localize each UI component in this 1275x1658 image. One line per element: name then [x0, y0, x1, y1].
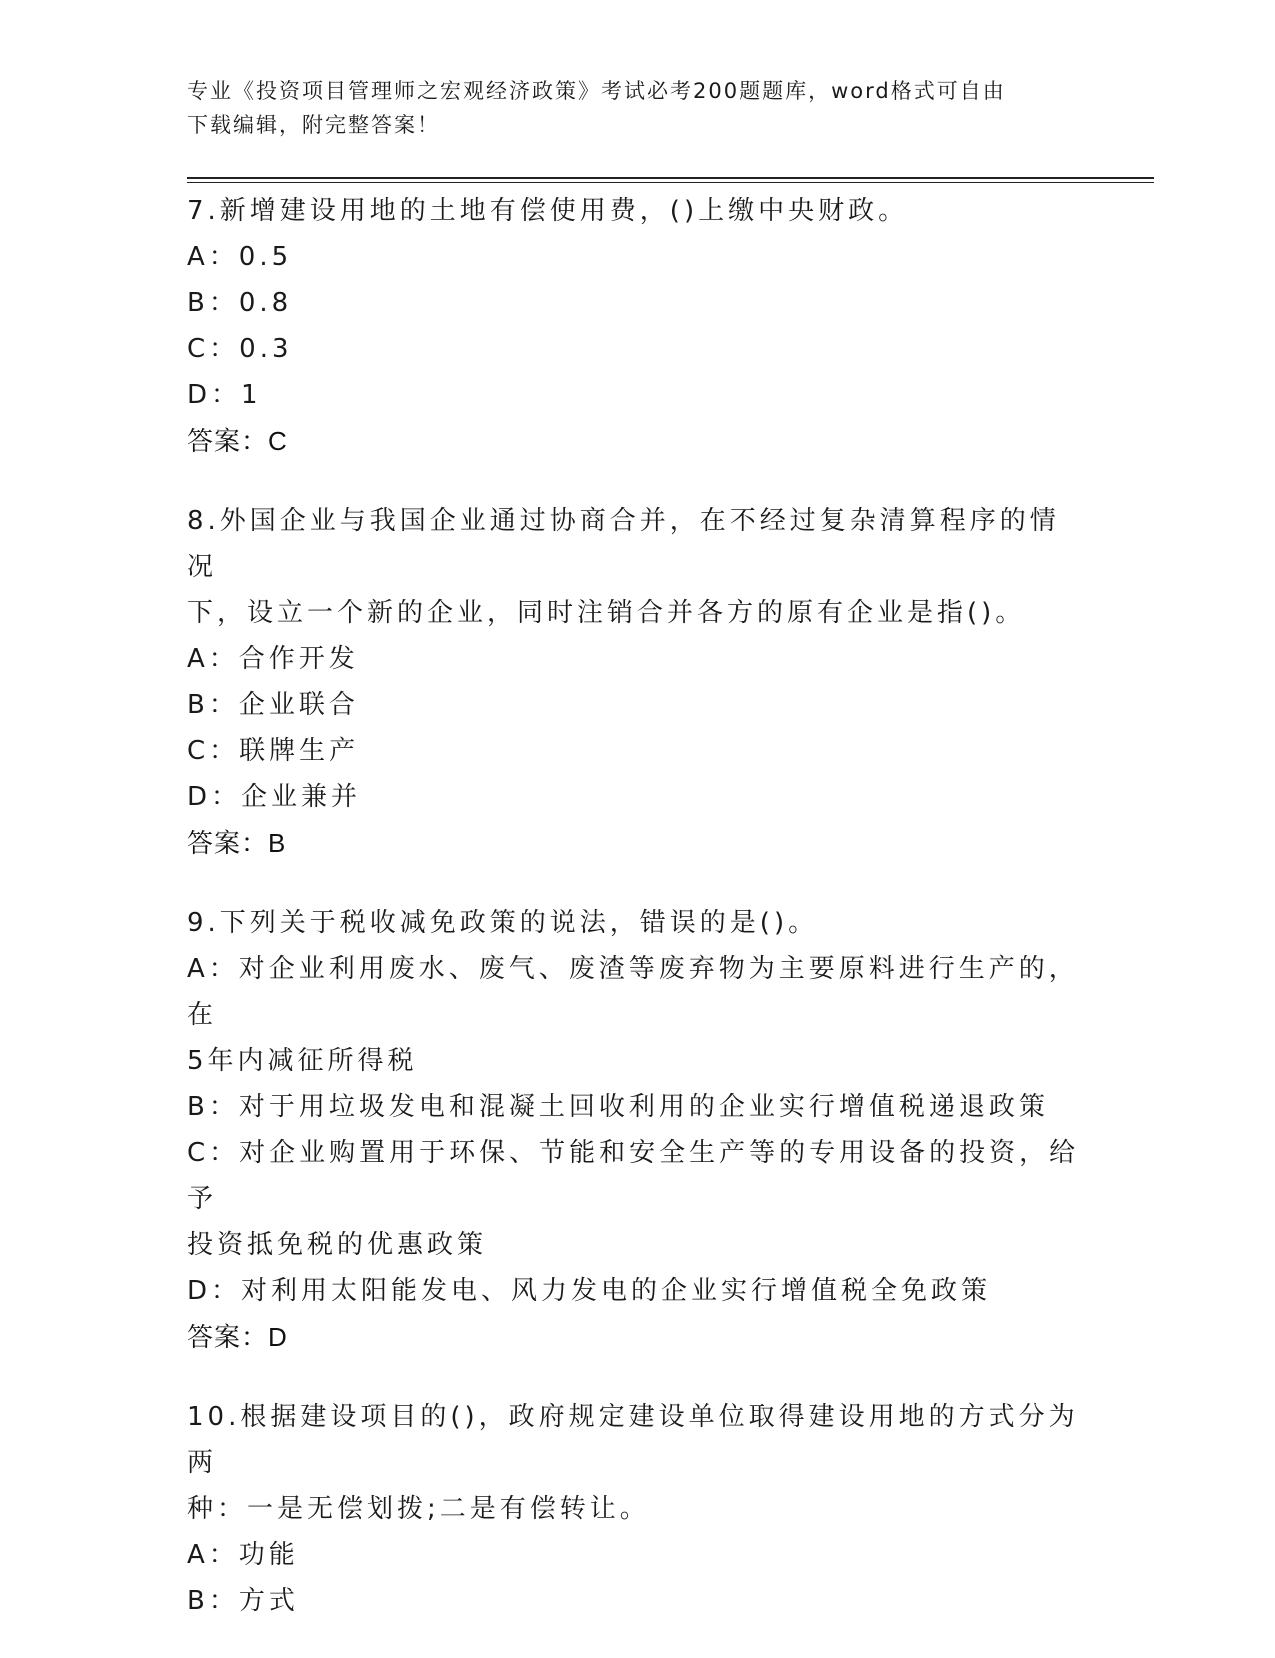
answer-option — [187, 1084, 1087, 1130]
answer-option-line: A：合作开发 — [187, 644, 359, 674]
correct-answer: 答案：B — [187, 828, 287, 858]
correct-answer: 答案：C — [187, 426, 288, 456]
answer-option-line: A：对企业利用废水、废气、废渣等废弃物为主要原料进行生产的，在 — [187, 954, 1079, 1030]
answer-option-line: D：1 — [187, 380, 262, 410]
answer-option — [187, 636, 1087, 682]
answer-option — [187, 1130, 1087, 1268]
answer-option — [187, 1578, 1087, 1624]
header-title-line-1: 专业《投资项目管理师之宏观经济政策》考试必考200题题库，word格式可自由 — [187, 79, 1006, 103]
answer-option-line: A：0.5 — [187, 242, 293, 272]
answer-option — [187, 682, 1087, 728]
answer-option-line: C：联牌生产 — [187, 736, 360, 766]
answer-option-line: 5年内减征所得税 — [187, 1046, 418, 1076]
answer-option — [187, 774, 1087, 820]
answer-option — [187, 280, 1087, 326]
answer-option — [187, 1268, 1087, 1314]
question-stem-line: 8.外国企业与我国企业通过协商合并，在不经过复杂清算程序的情况 — [187, 506, 1060, 582]
answer-option — [187, 234, 1087, 280]
answer-option-line: 投资抵免税的优惠政策 — [187, 1230, 488, 1260]
answer-option-line: D：对利用太阳能发电、风力发电的企业实行增值税全免政策 — [187, 1276, 992, 1306]
question-stem — [187, 188, 1087, 234]
answer-option — [187, 728, 1087, 774]
answer-option-line: A：功能 — [187, 1540, 299, 1570]
answer-option-line: C：0.3 — [187, 334, 293, 364]
question-stem-line: 10.根据建设项目的()，政府规定建设单位取得建设用地的方式分为两 — [187, 1402, 1079, 1478]
answer-option-line: D：企业兼并 — [187, 782, 362, 812]
answer-option-line: C：对企业购置用于环保、节能和安全生产等的专用设备的投资，给予 — [187, 1138, 1080, 1214]
answer-option-line: B：对于用垃圾发电和混凝土回收利用的企业实行增值税递退政策 — [187, 1092, 1049, 1122]
question-stem — [187, 900, 1087, 946]
question-block — [187, 188, 1087, 464]
question-stem — [187, 498, 1087, 636]
question-stem-line: 种：一是无偿划拨;二是有偿转让。 — [187, 1494, 650, 1524]
answer-option — [187, 326, 1087, 372]
answer-option — [187, 1532, 1087, 1578]
question-block — [187, 498, 1087, 866]
answer-option-line: B：0.8 — [187, 288, 293, 318]
question-block — [187, 1394, 1087, 1624]
question-stem-line: 9.下列关于税收减免政策的说法，错误的是()。 — [187, 908, 819, 938]
answer-option — [187, 946, 1087, 1084]
header-title-line-2: 下载编辑，附完整答案！ — [187, 113, 440, 137]
question-stem-line: 下，设立一个新的企业，同时注销合并各方的原有企业是指()。 — [187, 598, 1026, 628]
question-stem — [187, 1394, 1087, 1532]
question-list — [187, 188, 1087, 1658]
header-rule-thin — [187, 182, 1154, 183]
question-block — [187, 900, 1087, 1360]
answer-option — [187, 372, 1087, 418]
correct-answer: 答案：D — [187, 1322, 288, 1352]
question-stem-line: 7.新增建设用地的土地有偿使用费，()上缴中央财政。 — [187, 196, 909, 226]
answer-option-line: B：企业联合 — [187, 690, 359, 720]
answer-option-line: B：方式 — [187, 1586, 299, 1616]
document-header — [187, 74, 1067, 142]
header-rule-thick — [187, 177, 1154, 179]
